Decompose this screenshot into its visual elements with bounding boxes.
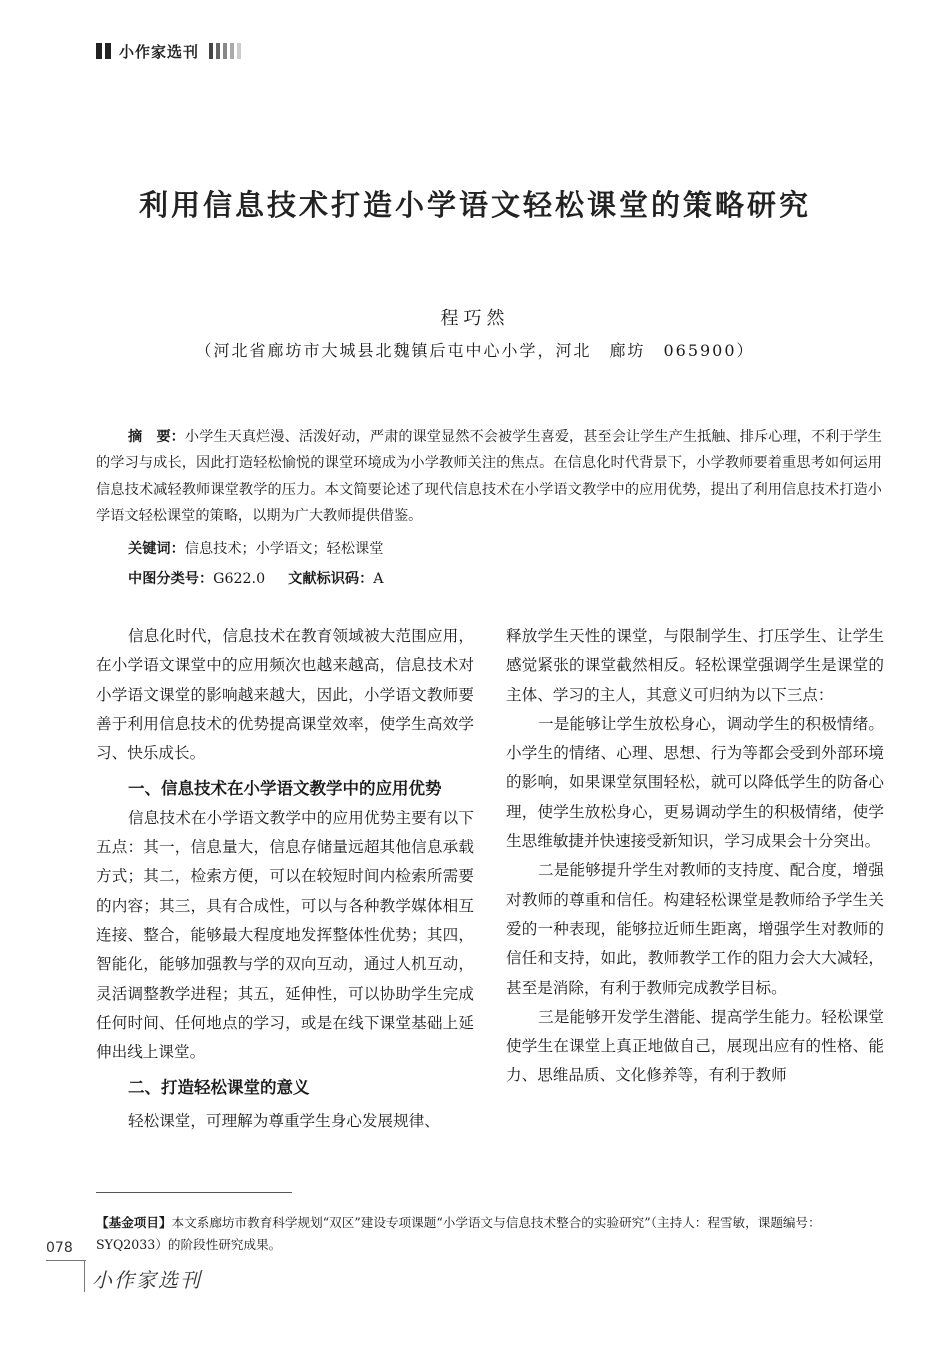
section-2-paragraph-cont: 释放学生天性的课堂，与限制学生、打压学生、让学生感觉紧张的课堂截然相反。轻松课堂强调学生是课堂的主体、学习的主人，其意义可归纳为以下三点：	[506, 627, 884, 704]
paper-title: 利用信息技术打造小学语文轻松课堂的策略研究	[138, 188, 811, 222]
doc-code-label: 文献标识码：	[288, 571, 374, 587]
journal-logo: 小作家选刊	[92, 1268, 202, 1292]
journal-name: 小作家选刊	[119, 42, 200, 61]
abstract-label: 摘 要：	[128, 429, 185, 445]
section-1-paragraph: 信息技术在小学语文教学中的应用优势主要有以下五点：其一，信息量大，信息存储量远超其他信息承载方式；其二，检索方便，可以在较短时间内检索所需要的内容；其三，具有合成性，可以与各种教学媒体相互连接、整合，能够最大程度地发挥整体性优势；其四，智能化，能够加强教与学的双向互动，通过人机互动，灵活调整教学进程；其五，延伸性，可以协助学生完成任何时间、任何地点的学习，或是在线下课堂基础上延伸出线上课堂。	[96, 808, 474, 1062]
section-heading-1: 一、信息技术在小学语文教学中的应用优势	[128, 779, 442, 799]
author-affiliation: （河北省廊坊市大城县北魏镇后屯中心小学，河北 廊坊 065900）	[195, 341, 755, 360]
point-2-paragraph: 二是能够提升学生对教师的支持度、配合度，增强对教师的尊重和信任。构建轻松课堂是教师给予学生关爱的一种表现，能够拉近师生距离，增强学生对教师的信任和支持，如此，教师教学工作的阻力会大大减轻，甚至是消除，有利于教师完成教学目标。	[506, 861, 884, 997]
section-heading-2: 二、打造轻松课堂的意义	[128, 1078, 310, 1098]
intro-paragraph: 信息化时代，信息技术在教育领域被大范围应用，在小学语文课堂中的应用频次也越来越高，信息技术对小学语文课堂的影响越来越大，因此，小学语文教师要善于利用信息技术的优势提高课堂效率，使学生高效学习、快乐成长。	[96, 627, 474, 763]
body-column-left	[96, 622, 474, 1136]
running-header	[96, 41, 241, 61]
footnote-text: 本文系廊坊市教育科学规划“双区”建设专项课题“小学语文与信息技术整合的实验研究”（主持人：程雪敏，课题编号：SYQ2033）的阶段性研究成果。	[96, 1215, 821, 1252]
classification	[128, 568, 384, 588]
abstract-text: 小学生天真烂漫、活泼好动，严肃的课堂显然不会被学生喜爱，甚至会让学生产生抵触、排斥心理，不利于学生的学习与成长，因此打造轻松愉悦的课堂环境成为小学教师关注的焦点。在信息化时代背景下，小学教师要着重思考如何运用信息技术减轻教师课堂教学的压力。本文简要论述了现代信息技术在小学语文教学中的应用优势，提出了利用信息技术打造小学语文轻松课堂的策略，以期为广大教师提供借鉴。	[96, 429, 882, 525]
abstract	[96, 424, 882, 530]
point-3-paragraph: 三是能够开发学生潜能、提高学生能力。轻松课堂使学生在课堂上真正地做自己，展现出应有的性格、能力、思维品质、文化修养等，有利于教师	[506, 1007, 884, 1085]
header-bars-left	[96, 43, 111, 59]
page-number: 078	[46, 1240, 73, 1256]
doc-code: A	[373, 571, 384, 587]
footnote-label: 【基金项目】	[96, 1215, 172, 1230]
page-number-rule	[46, 1260, 86, 1261]
keywords-text: 信息技术；小学语文；轻松课堂	[184, 541, 384, 557]
footnote	[96, 1212, 886, 1256]
footnote-divider	[96, 1192, 292, 1193]
keywords	[128, 538, 383, 558]
header-bars-right	[209, 43, 241, 59]
section-2-paragraph-start: 轻松课堂，可理解为尊重学生身心发展规律、	[128, 1111, 440, 1130]
author-name: 程巧然	[440, 308, 510, 329]
keywords-label: 关键词：	[128, 541, 185, 557]
page-number-vrule	[84, 1260, 85, 1292]
clc-label: 中图分类号：	[128, 571, 214, 587]
body-column-right	[506, 622, 884, 1091]
clc-code: G622.0	[213, 571, 266, 587]
point-1-paragraph: 一是能够让学生放松身心，调动学生的积极情绪。小学生的情绪、心理、思想、行为等都会受到外部环境的影响，如果课堂氛围轻松，就可以降低学生的防备心理，使学生放松身心，更易调动学生的积极情绪，使学生思维敏捷并快速接受新知识，学习成果会十分突出。	[506, 714, 884, 851]
